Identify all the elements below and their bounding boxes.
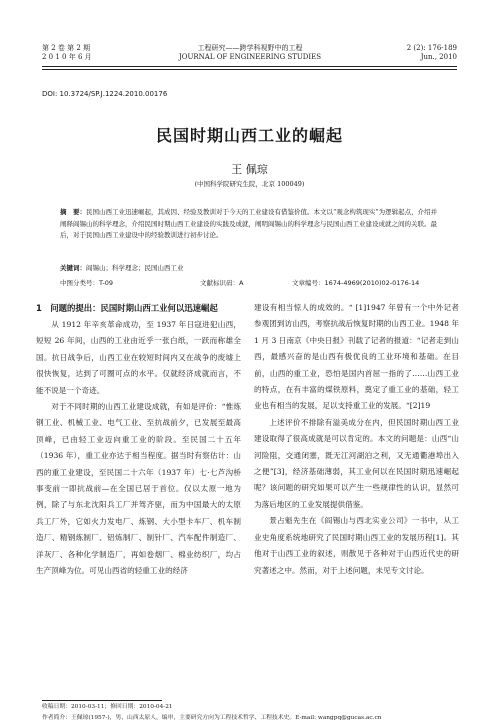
body-column-right (254, 300, 459, 579)
running-header-left (42, 44, 92, 62)
running-header-right (407, 44, 457, 62)
abstract-text: 民国山西工业迅速崛起，其成因、经验及教训对于今天的工业建设有借鉴价值。本文以“观念构筑现实”为逻辑起点，介绍并阐释阎锡山的科学理念，介绍民国时期山西工业建设的实践及成就，阐明阎锡山的科学理念与民国山西工业建设成就之间的关联。最后，对于民国山西工业建设中的经验教训进行初步讨论。 (60, 208, 438, 239)
running-header-center (150, 44, 350, 62)
issue-date: 2 0 1 0 年 6 月 (42, 53, 92, 61)
doi: DOI: 10.3724/SP.J.1224.2010.00176 (42, 90, 168, 98)
journal-title-cn: 工程研究——跨学科视野中的工程 (197, 44, 303, 52)
author-bio: 作者简介：王佩琼(1957-)，男，山西太原人，编审，主要研究方向为工程技术哲学、工程技术史。E-mail: wangpq@gucas.ac.cn (42, 715, 382, 721)
abstract (60, 207, 440, 242)
author-affiliation: (中国科学院研究生院，北京 100049) (194, 180, 305, 188)
article-number: 文章编号：1674-4969(2010)02-0176-14 (292, 279, 420, 287)
abstract-label: 摘 要： (60, 208, 86, 216)
body-paragraph-1: 从 1912 年辛亥革命成功，至 1937 年日寇进犯山西，短短 26 年间，山西的工业由近乎一张白纸，一跃而称雄全国。抗日战争后，山西工业在较短时间内又在战争的废墟上很快恢复，达到了可圈可点的水平。仅就经济成就而言，不能不说是一个奇迹。 (36, 320, 241, 395)
body-column-left (36, 300, 241, 580)
footnotes (42, 702, 457, 724)
body-paragraph-2-continued: 建设有相当惊人的成效的。“ [1]1947 年曾有一个中外记者参观团到访山西，考察抗战后恢复时期的山西工业。1948 年 1 月 3 日南京《中央日报》刊载了记者的报道：“记者走到山西，最感兴奋的是山西有极优良的工业环境和基础。在目前，山西的重工业，恐怕是国内首屈一指的了……山西工业的特点，在有丰富的煤铁原料，奠定了重工业的基础，轻工业也有相当的发展，足以支持重工业的发展。“[2]19 (254, 303, 459, 411)
keywords-text: 阎锡山；科学理念；民国山西工业 (86, 264, 184, 272)
keywords-label: 关键词： (60, 264, 86, 272)
received-date: 收稿日期：2010-03-11；修回日期：2010-04-21 (42, 704, 173, 710)
body-paragraph-4: 景占魁先生在《阎锡山与西北实业公司》一书中，从工业史角度系统地研究了民国时期山西工业的发展历程[1]。其他对于山西工业的叙述，则散见于各种对于山西近代史的研究著述之中。然而，对于上述问题，未见专文讨论。 (254, 516, 459, 575)
issue-date-en: Jun., 2010 (420, 53, 457, 61)
document-code: 文献标识码：A (200, 279, 244, 287)
header-rule-thin (42, 69, 457, 70)
keywords (60, 263, 184, 272)
journal-title-en: JOURNAL OF ENGINEERING STUDIES (178, 53, 322, 61)
page-range: 2 (2): 176-189 (406, 44, 457, 52)
section-heading: 1 问题的提出：民国时期山西工业何以迅速崛起 (36, 303, 218, 313)
author-name: 王 佩琼 (231, 163, 268, 176)
clc-number: 中图分类号：T-09 (60, 279, 113, 287)
body-paragraph-2: 对于不同时期的山西工业建设成就，有如是评价：“惟炼钢工业、机械工业、电气工业、至抗战前夕，已发展至最高顶峰，已由轻工业迈向重工业的阶段。至民国二十五年（1936 年），重工业亦达于相当程度。据当时有察估计：山西的重工业建设，至民国二十六年（1937 年）七·七芦沟桥事变前一即抗战前—在全国已居于首位。仅以太原一地为例，除了与东北沈阳兵工厂并驾齐驱，而为中国最大的太原兵工厂外，它如火力发电厂、炼钢、大小型卡车厂、机车制造厂、精钢炼制厂、铝炼制厂、制针厂、汽车配件制造厂、洋灰厂、各种化学制造厂，再如卷烟厂、棉业纺织厂，均占生产顶峰为位。可见山西省的轻重工业的经济 (36, 402, 241, 576)
paper-title: 民国时期山西工业的崛起 (155, 126, 343, 145)
body-paragraph-3: 上述评价不排除有溢美成分在内，但民国时期山西工业建设取得了很高成就是可以肯定的。本文的问题是：山西“山河险阻，交通闭塞，既无江河湖泊之利，又无通衢港埠出入之便”[3]，经济基础薄弱，其工业何以在民国时期迅速崛起呢？该问题的研究如果可以产生一些规律性的认识，显然可为落后地区的工业发展提供借鉴。 (254, 417, 459, 509)
header-rule (42, 66, 457, 67)
volume-issue: 第 2 卷 第 2 期 (42, 44, 91, 52)
footnote-rule (42, 700, 162, 701)
